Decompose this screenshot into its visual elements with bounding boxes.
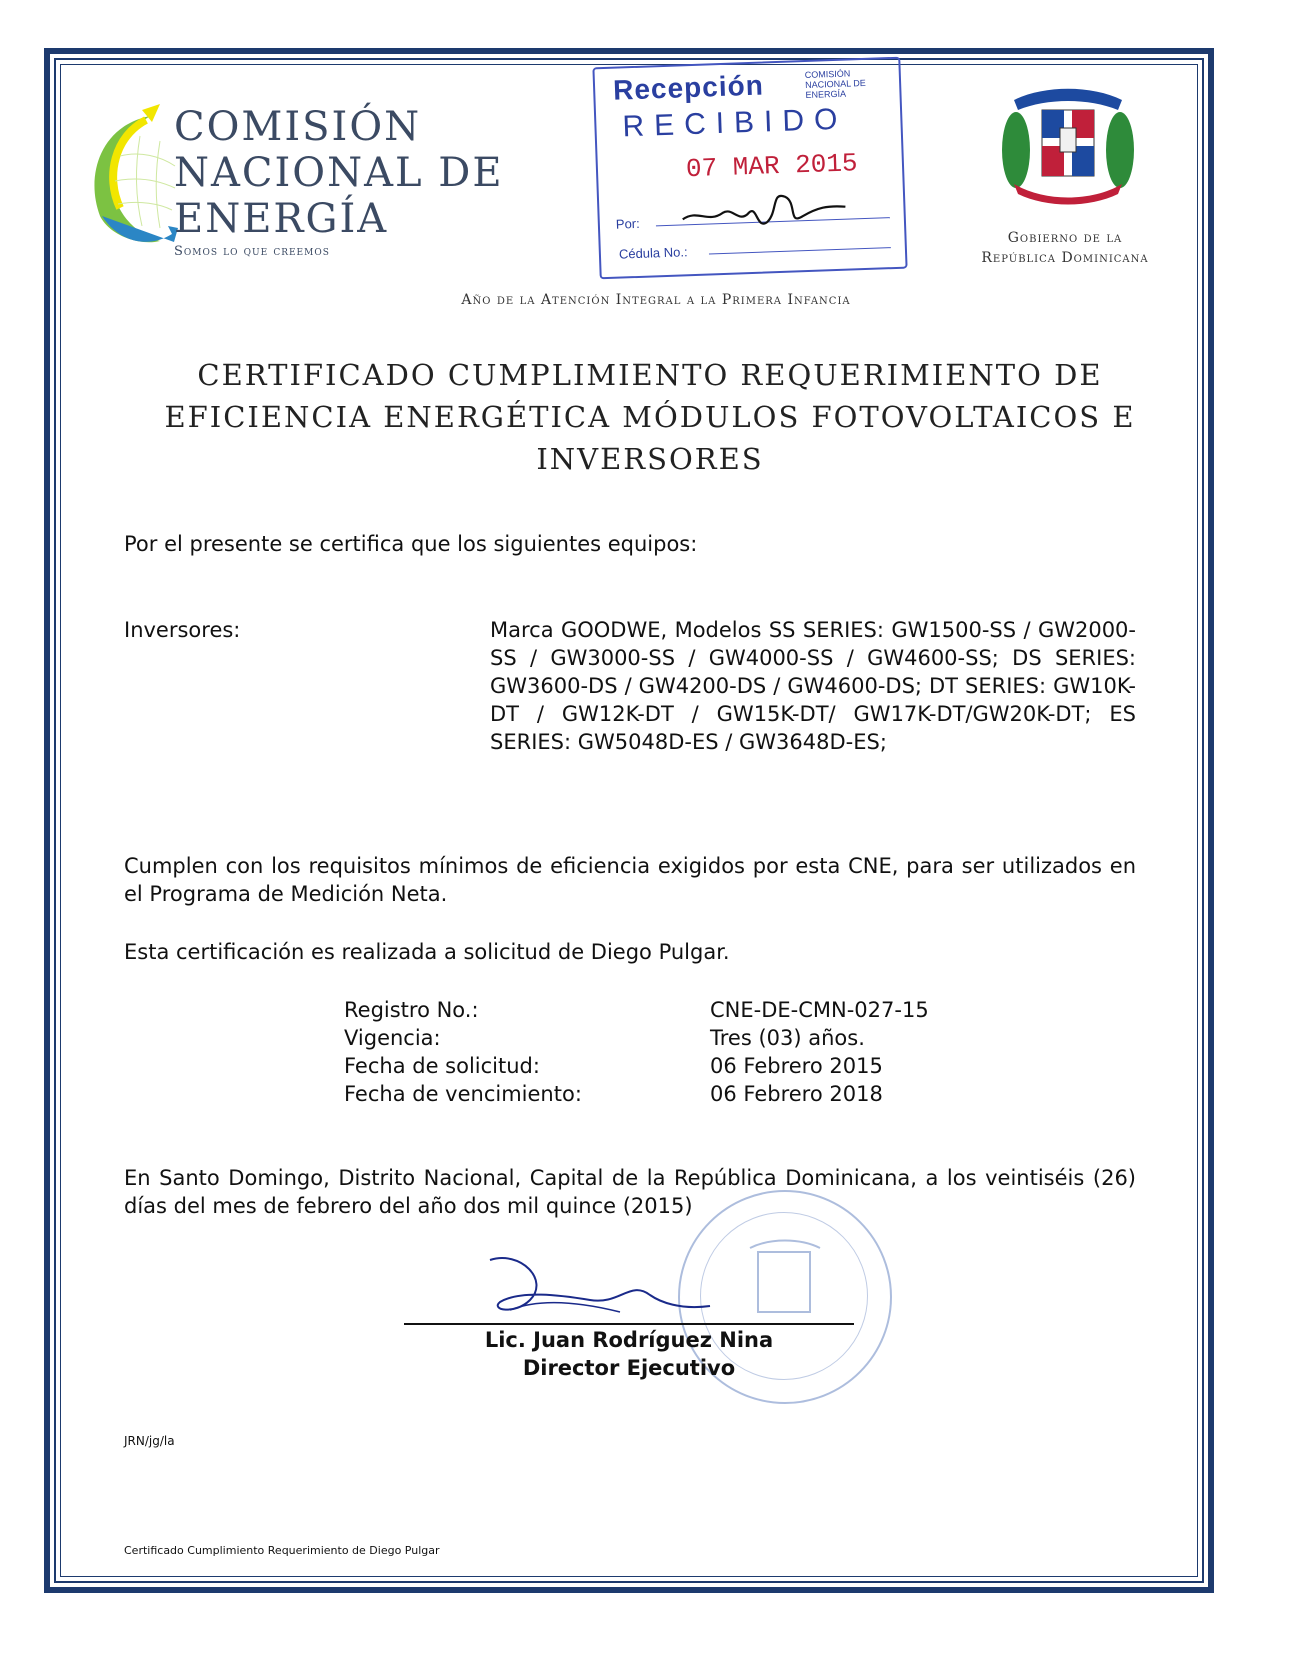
signature-line [404,1323,854,1325]
org-name-line2: NACIONAL DE [174,150,504,196]
director-signature-icon [480,1240,720,1340]
compliance-paragraph: Cumplen con los requisitos mínimos de eficiencia exigidos por esta CNE, para ser utilizados en el Programa de Medición Neta. [124,854,1136,906]
registry-row [344,996,929,1024]
registry-label: Registro No.: [344,998,479,1022]
signatory-role: Director Ejecutivo [522,1356,736,1380]
gov-line1: Gobierno de la [1007,230,1123,246]
registry-row [344,1024,929,1052]
org-name-line1: COMISIÓN [174,104,422,150]
registry-row [344,1080,929,1108]
closing-paragraph: En Santo Domingo, Distrito Nacional, Capital de la República Dominicana, a los veintiséis (26) días del mes de febrero del año dos mil quince (2015) [124,1166,1136,1218]
registry-value: Tres (03) años. [710,1026,865,1050]
registry-label: Fecha de solicitud: [344,1054,540,1078]
org-name-line3: ENERGÍA [174,196,389,242]
footer-note: Certificado Cumplimiento Requerimiento de Diego Pulgar [124,1544,440,1557]
registry-label: Vigencia: [344,1026,441,1050]
registry-table [344,996,929,1108]
stamp-por-label: Por: [615,215,640,232]
reference-initials: JRN/jg/la [124,1434,175,1448]
stamp-cedula-label: Cédula No.: [618,244,688,262]
title-line1: CERTIFICADO CUMPLIMIENTO REQUERIMIENTO DE [197,358,1103,392]
document-title [150,354,1150,480]
stamp-title: Recepción [612,69,765,106]
government-name [960,228,1170,268]
signatory-name: Lic. Juan Rodríguez Nina [484,1328,774,1352]
coat-of-arms-icon [994,80,1142,210]
inverters-label: Inversores: [124,618,241,642]
registry-value: CNE-DE-CMN-027-15 [710,998,929,1022]
cne-wordmark [174,104,504,259]
year-motto: Año de la Atención Integral a la Primera Infancia [461,292,851,308]
stamp-date: 07 MAR 2015 [685,148,859,185]
cne-globe-logo-icon [80,96,180,256]
registry-row [344,1052,929,1080]
registry-value: 06 Febrero 2015 [710,1054,883,1078]
gov-line2: República Dominicana [981,250,1149,266]
registry-label: Fecha de vencimiento: [344,1082,582,1106]
org-slogan: Somos lo que creemos [174,244,330,259]
stamp-signature-icon [676,169,848,245]
title-line2: EFICIENCIA ENERGÉTICA MÓDULOS FOTOVOLTAICOS E [164,400,1136,434]
stamp-org: COMISIÓN NACIONAL DE ENERGÍA [804,68,866,101]
reception-stamp [592,57,907,280]
registry-value: 06 Febrero 2018 [710,1082,883,1106]
stamp-received: RECIBIDO [621,102,848,144]
request-paragraph: Esta certificación es realizada a solicitud de Diego Pulgar. [124,940,730,964]
intro-paragraph: Por el presente se certifica que los siguientes equipos: [124,532,698,556]
signatory-block [404,1326,854,1382]
title-line3: INVERSORES [536,442,764,476]
inverters-description: Marca GOODWE, Modelos SS SERIES: GW1500-SS / GW2000-SS / GW3000-SS / GW4000-SS / GW4600-SS; DS SERIES: GW3600-DS / GW4200-DS / GW4600-DS; DT SERIES: GW10K-DT / GW12K-DT / GW15K-DT/ GW17K-DT/GW20K-DT; ES SERIES: GW5048D-ES / GW3648D-ES; [490,618,1136,754]
